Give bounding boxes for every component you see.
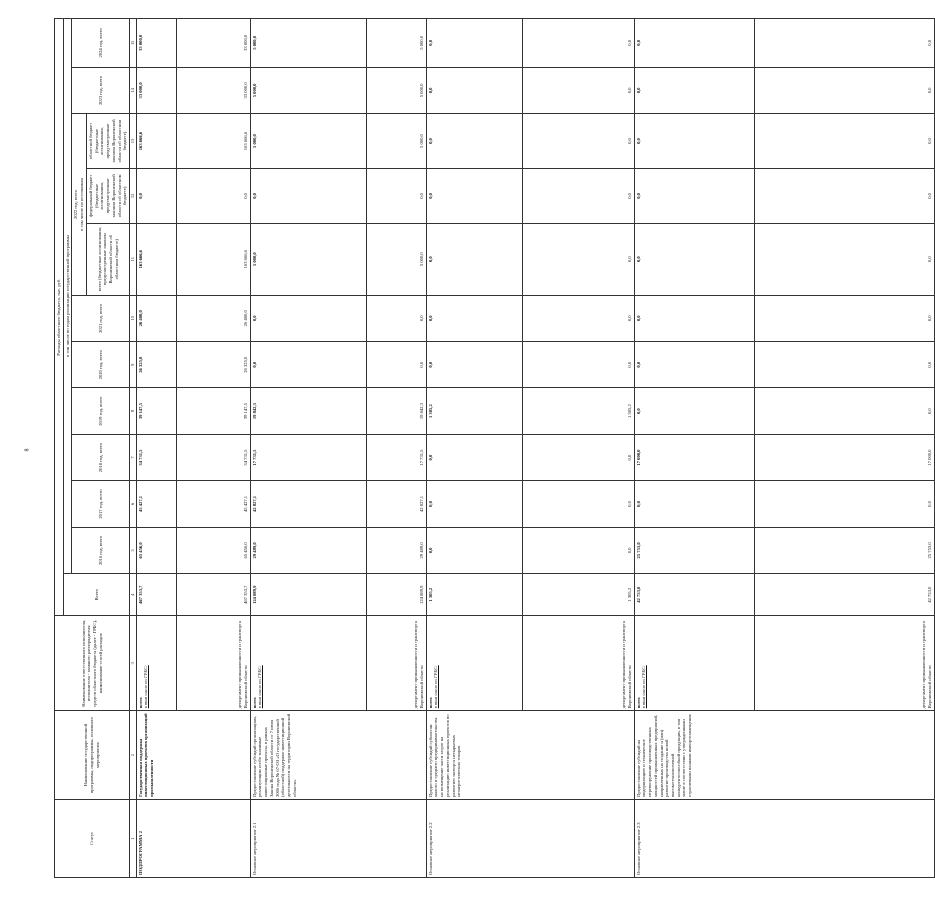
col-number: 6 bbox=[130, 481, 137, 527]
row-total-value: 0,0 bbox=[634, 295, 754, 341]
row-department-value: 0,0 bbox=[366, 295, 426, 341]
row-department-value: 42 753,0 bbox=[754, 574, 934, 616]
row-total-value: 33 000,0 bbox=[136, 67, 176, 113]
row-status: Основное мероприятие 2.2 bbox=[426, 799, 634, 877]
header-2022-regional: областной бюджет (бюджетные ассигнования, предусмотренные законом Воронежской области об областном бюджете) bbox=[86, 114, 129, 169]
row-total-value: 0,0 bbox=[426, 67, 522, 113]
row-department-value: 0,0 bbox=[754, 67, 934, 113]
row-department-value: 0,0 bbox=[176, 168, 250, 223]
row-department-value: 0,0 bbox=[366, 342, 426, 388]
row-total-value: 0,0 bbox=[426, 19, 522, 68]
col-number: 14 bbox=[130, 67, 137, 113]
row-department-value: 0,0 bbox=[754, 295, 934, 341]
table-row-total bbox=[136, 19, 176, 878]
total-label: всего bbox=[251, 697, 257, 709]
row-department-value: 0,0 bbox=[522, 114, 634, 169]
col-number: 1 bbox=[130, 799, 137, 877]
row-department-value: 5 000,0 bbox=[366, 67, 426, 113]
row-total-value: 34 731,5 bbox=[136, 434, 176, 480]
grbs-label: в том числе по ГРБС: bbox=[143, 665, 149, 709]
header-2016: 2016 год, всего bbox=[72, 527, 130, 573]
row-total-value: 0,0 bbox=[634, 223, 754, 295]
row-total-value: 0,0 bbox=[634, 481, 754, 527]
row-total-value: 17 731,5 bbox=[250, 434, 366, 480]
row-total-value: 0,0 bbox=[250, 168, 366, 223]
header-2022-sources: в том числе по источникам bbox=[79, 178, 85, 231]
header-by-years: в том числе по годам реализации государственной программы bbox=[63, 19, 72, 574]
row-total-value: 163 666,6 bbox=[136, 223, 176, 295]
row-department-value: 0,0 bbox=[522, 168, 634, 223]
row-total-value: 0,0 bbox=[634, 114, 754, 169]
row-total-value: 0,0 bbox=[250, 342, 366, 388]
row-department-value: 124 889,9 bbox=[366, 574, 426, 616]
row-department-value: 65 456,0 bbox=[176, 527, 250, 573]
row-total-label bbox=[136, 616, 176, 711]
col-number: 12 bbox=[130, 168, 137, 223]
row-total-value: 39 147,5 bbox=[136, 388, 176, 434]
row-total-value: 33 000,0 bbox=[136, 19, 176, 68]
row-department-value: 17 000,0 bbox=[754, 434, 934, 480]
row-department-value: 163 666,6 bbox=[176, 223, 250, 295]
row-total-value: 5 000,0 bbox=[250, 114, 366, 169]
header-2021: 2021 год, всего bbox=[72, 295, 130, 341]
row-department-value: 26 325,0 bbox=[176, 342, 250, 388]
row-department: департамент промышленности и транспорта Воронежской области bbox=[522, 616, 634, 711]
row-total-value: 0,0 bbox=[634, 168, 754, 223]
row-department-value: 0,0 bbox=[754, 481, 934, 527]
header-2024: 2024 год, всего bbox=[72, 19, 130, 68]
row-total-value: 0,0 bbox=[426, 342, 522, 388]
row-department-value: 42 827,1 bbox=[366, 481, 426, 527]
row-total-value: 124 889,9 bbox=[250, 574, 366, 616]
row-total-label bbox=[634, 616, 754, 711]
table-row-total bbox=[250, 19, 366, 878]
header-total: Всего bbox=[63, 574, 129, 616]
row-department-value: 26 400,0 bbox=[176, 295, 250, 341]
header-2020: 2020 год, всего bbox=[72, 342, 130, 388]
header-2022-label: 2022 год, всего bbox=[73, 189, 79, 219]
budget-table bbox=[54, 18, 935, 878]
header-expenses: Расходы областного бюджета, тыс. руб. bbox=[55, 19, 64, 616]
total-label: всего bbox=[635, 697, 641, 709]
row-total-value: 5 000,0 bbox=[250, 67, 366, 113]
row-department-value: 29 489,0 bbox=[366, 527, 426, 573]
row-total-value: 5 000,0 bbox=[250, 223, 366, 295]
row-department-value: 0,0 bbox=[754, 168, 934, 223]
row-department-value: 0,0 bbox=[522, 295, 634, 341]
page-number: 8 bbox=[24, 448, 31, 452]
row-department-value: 163 666,6 bbox=[176, 114, 250, 169]
row-total-value: 0,0 bbox=[426, 481, 522, 527]
row-department-value: 0,0 bbox=[522, 223, 634, 295]
row-department-value: 0,0 bbox=[754, 114, 934, 169]
row-total-value: 26 400,0 bbox=[136, 295, 176, 341]
row-name: Государственная поддержка инвестиционных проектов организаций промышленности bbox=[136, 711, 250, 800]
grbs-label: в том числе по ГРБС: bbox=[641, 665, 647, 709]
table-body bbox=[136, 19, 934, 878]
header-name: Наименование государственной программы, подпрограммы, основного мероприятия bbox=[55, 711, 130, 800]
header-2017: 2017 год, всего bbox=[72, 481, 130, 527]
col-number: 3 bbox=[130, 616, 137, 711]
total-label: всего bbox=[427, 697, 433, 709]
row-total-value: 0,0 bbox=[634, 342, 754, 388]
row-total-value: 65 456,0 bbox=[136, 527, 176, 573]
col-number: 11 bbox=[130, 223, 137, 295]
row-total-value: 19 842,3 bbox=[250, 388, 366, 434]
row-total-value: 26 325,0 bbox=[136, 342, 176, 388]
row-total-value: 0,0 bbox=[426, 114, 522, 169]
row-total-value: 0,0 bbox=[426, 527, 522, 573]
total-label: всего bbox=[137, 697, 143, 709]
row-department-value: 467 353,7 bbox=[176, 574, 250, 616]
table-row-total bbox=[634, 19, 754, 878]
row-department-value: 0,0 bbox=[522, 527, 634, 573]
row-total-value: 0,0 bbox=[136, 168, 176, 223]
row-department-value: 45 427,1 bbox=[176, 481, 250, 527]
row-status: ПОДПРОГРАММА 2 bbox=[136, 799, 250, 877]
row-total-value: 5 000,0 bbox=[250, 19, 366, 68]
row-department: департамент промышленности и транспорта Воронежской области bbox=[176, 616, 250, 711]
row-status: Основное мероприятие 2.3 bbox=[634, 799, 934, 877]
header-2022-all: всего (бюджетные ассигнования, предусмотренные законом Воронежской области об областном бюджете) bbox=[86, 223, 129, 295]
grbs-label: в том числе по ГРБС: bbox=[257, 665, 263, 709]
row-total-value: 0,0 bbox=[426, 223, 522, 295]
col-number: 4 bbox=[130, 574, 137, 616]
row-department-value: 1 305,2 bbox=[522, 574, 634, 616]
row-name: Предоставление субсидий субъектам малого и среднего предпринимательства на возмещение части затрат на реализацию инвестиционных проектов по развитию экспорта несырьевых неэнергетических товаров bbox=[426, 711, 634, 800]
col-number: 2 bbox=[130, 711, 137, 800]
table-row-total bbox=[426, 19, 522, 878]
row-total-value: 0,0 bbox=[426, 434, 522, 480]
header-executor: Наименование ответственного исполнителя, исполнителя - главного распорядителя средств областного бюджета (далее - ГРБС), наименование статей расходов bbox=[55, 616, 130, 711]
grbs-label: в том числе по ГРБС: bbox=[433, 665, 439, 709]
row-name: Предоставление субсидий организациям, реализующим особо значимые инвестиционные проекты, в рамках Закона Воронежской области от 7 июля 2006 года № 67-ОЗ «О государственной (областной) поддержке инвестиционной деятельности на территории Воронежской области» bbox=[250, 711, 426, 800]
row-total-value: 0,0 bbox=[250, 295, 366, 341]
row-total-value: 467 353,7 bbox=[136, 574, 176, 616]
row-total-value: 163 666,6 bbox=[136, 114, 176, 169]
row-department-value: 1 305,2 bbox=[522, 388, 634, 434]
row-total-value: 1 305,2 bbox=[426, 388, 522, 434]
col-number: 9 bbox=[130, 342, 137, 388]
header-2023: 2023 год, всего bbox=[72, 67, 130, 113]
col-number: 15 bbox=[130, 19, 137, 68]
header-2022-federal: федеральный бюджет (бюджетные ассигнования, предусмотренные законом Воронежской области об областном бюджете) bbox=[86, 168, 129, 223]
row-department-value: 0,0 bbox=[522, 481, 634, 527]
row-total-value: 0,0 bbox=[426, 168, 522, 223]
row-total-value: 1 305,2 bbox=[426, 574, 522, 616]
col-number: 7 bbox=[130, 434, 137, 480]
col-number: 8 bbox=[130, 388, 137, 434]
row-total-value: 17 000,0 bbox=[634, 434, 754, 480]
row-department-value: 0,0 bbox=[754, 19, 934, 68]
row-department-value: 0,0 bbox=[522, 342, 634, 388]
row-department-value: 0,0 bbox=[522, 67, 634, 113]
row-status: Основное мероприятие 2.1 bbox=[250, 799, 426, 877]
row-department-value: 5 000,0 bbox=[366, 114, 426, 169]
row-department-value: 34 731,5 bbox=[176, 434, 250, 480]
row-department-value: 5 000,0 bbox=[366, 223, 426, 295]
header-status: Статус bbox=[55, 799, 130, 877]
row-department-value: 0,0 bbox=[754, 223, 934, 295]
row-name: Предоставление субсидий на модернизацию и техническое перевооружение производственных мощностей промышленных предприятий, направленных на создание и (или) развитие производства новой высокотехнологичной конкурентоспособной продукции, в том числе в соответствии с утвержденными отраслевыми планами импортозамещения bbox=[634, 711, 934, 800]
header-2018: 2018 год, всего bbox=[72, 434, 130, 480]
row-total-value: 42 827,1 bbox=[250, 481, 366, 527]
header-2022 bbox=[72, 114, 86, 295]
row-department: департамент промышленности и транспорта Воронежской области bbox=[366, 616, 426, 711]
row-total-label bbox=[426, 616, 522, 711]
rotated-table-container bbox=[54, 18, 932, 878]
row-department-value: 33 000,0 bbox=[176, 67, 250, 113]
row-department-value: 25 753,0 bbox=[754, 527, 934, 573]
row-department-value: 17 731,5 bbox=[366, 434, 426, 480]
row-total-value: 29 489,0 bbox=[250, 527, 366, 573]
col-number: 13 bbox=[130, 114, 137, 169]
row-department-value: 19 842,3 bbox=[366, 388, 426, 434]
row-department-value: 0,0 bbox=[366, 168, 426, 223]
col-number: 10 bbox=[130, 295, 137, 341]
row-department-value: 39 147,5 bbox=[176, 388, 250, 434]
row-total-value: 45 427,1 bbox=[136, 481, 176, 527]
header-2019: 2019 год, всего bbox=[72, 388, 130, 434]
row-total-label bbox=[250, 616, 366, 711]
row-department-value: 0,0 bbox=[754, 342, 934, 388]
row-department: департамент промышленности и транспорта Воронежской области bbox=[754, 616, 934, 711]
row-department-value: 5 000,0 bbox=[366, 19, 426, 68]
row-total-value: 0,0 bbox=[634, 388, 754, 434]
row-total-value: 25 753,0 bbox=[634, 527, 754, 573]
row-total-value: 42 753,0 bbox=[634, 574, 754, 616]
row-total-value: 0,0 bbox=[634, 19, 754, 68]
row-department-value: 0,0 bbox=[522, 434, 634, 480]
row-total-value: 0,0 bbox=[634, 67, 754, 113]
row-total-value: 0,0 bbox=[426, 295, 522, 341]
row-department-value: 33 000,0 bbox=[176, 19, 250, 68]
col-number: 5 bbox=[130, 527, 137, 573]
row-department-value: 0,0 bbox=[522, 19, 634, 68]
row-department-value: 0,0 bbox=[754, 388, 934, 434]
